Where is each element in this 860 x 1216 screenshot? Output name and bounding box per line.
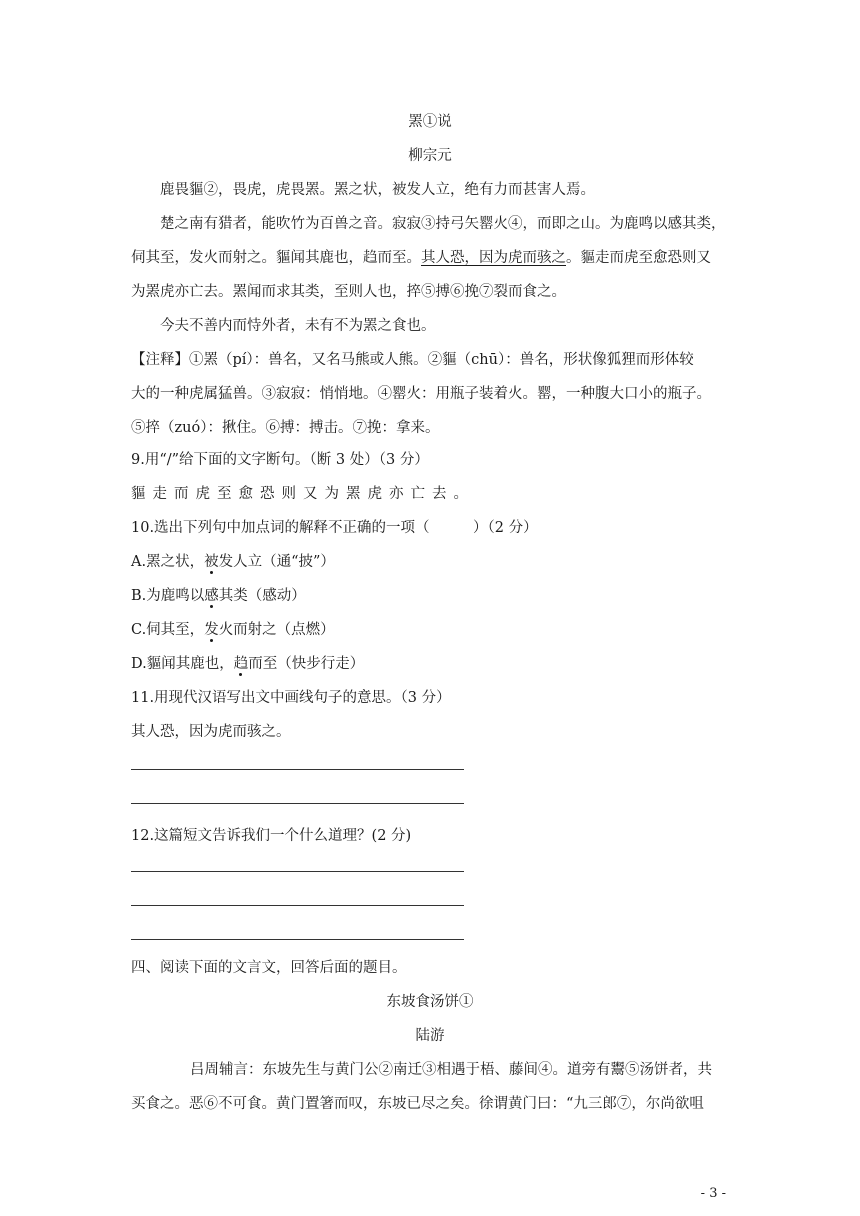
underlined-sentence: 其人恐，因为虎而骇之 [421, 250, 566, 266]
passage-2-author: 陆游 [415, 1028, 445, 1044]
text-segment: 伺其至，发火而射之。貙闻其鹿也，趋而至。 [131, 250, 421, 266]
passage-2-title: 东坡食汤饼① [386, 994, 474, 1010]
question-10-option-a [131, 552, 335, 572]
notes-line-3: ⑤捽（zuó）：揪住。⑥搏：搏击。⑦挽：拿来。 [131, 420, 440, 436]
option-text: C.伺其至， [131, 622, 205, 638]
passage-paragraph-2-line-3: 为罴虎亦亡去。罴闻而求其类，至则人也，捽⑤搏⑥挽⑦裂而食之。 [131, 284, 566, 300]
passage-paragraph-1: 鹿畏貙②，畏虎，虎畏罴。罴之状，被发人立，绝有力而甚害人焉。 [160, 182, 595, 198]
question-10-option-d [131, 654, 364, 674]
option-text: 其类（感动） [218, 588, 306, 604]
passage-paragraph-3: 今夫不善内而恃外者，未有不为罴之食也。 [160, 318, 436, 334]
question-9-prompt: 9.用“/”给下面的文字断句。（断 3 处）（3 分） [131, 452, 429, 468]
text-segment: 。貙走而虎至愈恐则又 [566, 250, 711, 266]
question-11-prompt: 11.用现代汉语写出文中画线句子的意思。（3 分） [131, 690, 451, 706]
option-text: 而至（快步行走） [248, 656, 365, 672]
option-text: B.为鹿鸣以 [131, 588, 205, 604]
passage-paragraph-2-line-1: 楚之南有猎者，能吹竹为百兽之音。寂寂③持弓矢罂火④，而即之山。为鹿鸣以感其类， [160, 216, 726, 232]
question-12-prompt: 12.这篇短文告诉我们一个什么道理？(2 分) [131, 828, 412, 844]
option-text: 发人立（通“披”） [218, 554, 335, 570]
answer-line[interactable] [131, 803, 464, 804]
answer-line[interactable] [131, 871, 464, 872]
question-10-option-b [131, 586, 306, 606]
notes-line-2: 大的一种虎属猛兽。③寂寂：悄悄地。④罂火：用瓶子装着火。罂，一种腹大口小的瓶子。 [131, 386, 711, 402]
answer-line[interactable] [131, 939, 464, 940]
option-text: D.貙闻其鹿也， [131, 656, 234, 672]
question-10-prompt: 10.选出下列句中加点词的解释不正确的一项（ ）（2 分） [131, 520, 538, 536]
passage-title: 罴①说 [408, 114, 452, 130]
option-text: 火而射之（点燃） [218, 622, 335, 638]
dotted-word: 发 [204, 622, 219, 638]
passage-paragraph-2-line-2 [131, 248, 711, 268]
dotted-word: 趋 [233, 656, 249, 672]
passage-author: 柳宗元 [408, 148, 452, 164]
dotted-word: 被 [204, 554, 219, 570]
notes-line-1: 【注释】①罴（pí）：兽名，又名马熊或人熊。②貙（chū）：兽名，形状像狐狸而形体较 [131, 352, 694, 368]
answer-line[interactable] [131, 905, 464, 906]
question-11-sentence: 其人恐，因为虎而骇之。 [131, 724, 291, 740]
section-4-heading: 四、阅读下面的文言文，回答后面的题目。 [131, 960, 407, 976]
option-text: A.罴之状， [131, 554, 205, 570]
dotted-word: 感 [204, 588, 219, 604]
passage-2-line-2: 买食之。恶⑥不可食。黄门置箸而叹，东坡已尽之矣。徐谓黄门曰：“九三郎⑦，尔尚欲咀 [131, 1096, 704, 1112]
question-10-option-c [131, 620, 335, 640]
page-number: - 3 - [700, 1186, 726, 1201]
passage-2-line-1: 吕周辅言：东坡先生与黄门公②南迁③相遇于梧、藤间④。道旁有鬻⑤汤饼者，共 [190, 1062, 712, 1078]
question-9-text: 貙走而虎至愈恐则又为罴虎亦亡去。 [131, 486, 475, 502]
answer-line[interactable] [131, 769, 464, 770]
